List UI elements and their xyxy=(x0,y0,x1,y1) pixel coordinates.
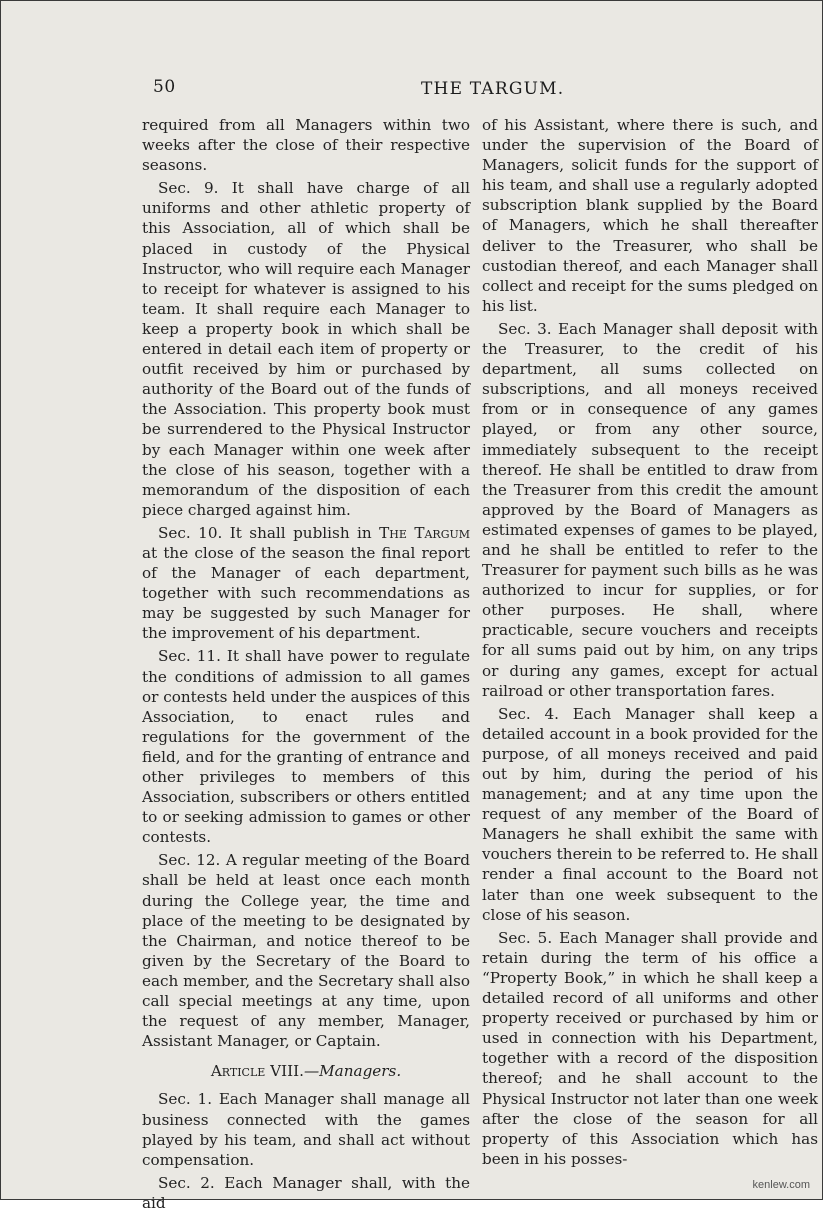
paragraph-text: at the close of the season the final report of the Manager of each department, together with such recommendations as may be suggested by such Manager for the improvement of his department. xyxy=(142,543,470,643)
paragraph-sec-1: Sec. 1. Each Manager shall manage all business connected with the games played by his team, and shall act without compensation. xyxy=(142,1090,470,1169)
publication-name: The Targum xyxy=(379,523,471,542)
watermark: kenlew.com xyxy=(752,1179,810,1191)
paragraph: of his Assistant, where there is such, and under the supervision of the Board of Managers, solicit funds for the support of his team, and shall use a regularly adopted subscription blank supplied by the Board of Managers, which he shall thereafter deliver to the Treasurer, who shall be custodian thereof, and each Manager shall collect and receipt for the sums pledged on his list. xyxy=(482,116,818,315)
paragraph: required from all Managers within two weeks after the close of their respective seasons. xyxy=(142,116,470,175)
paragraph-sec-9: Sec. 9. It shall have charge of all uniforms and other athletic property of this Association, all of which shall be placed in custody of the Physical Instructor, who will require each Manager to receipt for whatever is assigned to his team. It shall require each Manager to keep a property book in which shall be entered in detail each item of property or outfit received by him or purchased by authority of the Board out of the funds of the Association. This property book must be surrendered to the Physical Instructor by each Manager within one week after the close of his season, together with a memorandum of the disposition of each piece charged against him. xyxy=(142,179,470,519)
left-column xyxy=(142,115,470,1216)
running-title: THE TARGUM. xyxy=(421,79,565,99)
article-heading xyxy=(142,1061,470,1081)
paragraph-sec-12: Sec. 12. A regular meeting of the Board shall be held at least once each month during the College year, the time and place of the meeting to be designated by the Chairman, and notice thereof to be given by the Secretary of the Board to each member, and the Secretary shall also call special meetings at any time, upon the request of any member, Manager, Assistant Manager, or Captain. xyxy=(142,851,470,1051)
right-column xyxy=(482,115,818,1172)
paragraph-sec-5: Sec. 5. Each Manager shall provide and retain during the term of his office a “Property Book,” in which he shall keep a detailed record of all uniforms and other property received or purchased by him or used in connection with his Department, together with a record of the disposition thereof; and he shall account to the Physical Instructor not later than one week after the close of the season for all property of this Association which has been in his posses- xyxy=(482,928,818,1168)
paragraph-text: Sec. 10. It shall publish in xyxy=(158,523,372,542)
paragraph-sec-2: Sec. 2. Each Manager shall, with the aid xyxy=(142,1173,470,1212)
article-number: Article VIII. xyxy=(210,1062,304,1081)
paragraph-sec-4: Sec. 4. Each Manager shall keep a detailed account in a book provided for the purpose, of all moneys received and paid out by him, during the period of his management; and at any time upon the request of any member of the Board of Managers he shall exhibit the same with vouchers therein to be referred to. He shall render a final account to the Board not later than one week subsequent to the close of his season. xyxy=(482,704,818,924)
page-number: 50 xyxy=(153,77,176,97)
article-title: —Managers. xyxy=(303,1062,402,1081)
paragraph-sec-10 xyxy=(142,523,470,644)
paragraph-sec-11: Sec. 11. It shall have power to regulate the conditions of admission to all games or contests held under the auspices of this Association, to enact rules and regulations for the government of the field, and for the granting of entrance and other privileges to members of this Association, subscribers or others entitled to or seeking admission to games or other contests. xyxy=(142,647,470,847)
paragraph-sec-3: Sec. 3. Each Manager shall deposit with the Treasurer, to the credit of his department, all sums collected on subscriptions, and all moneys received from or in consequence of any games played, or from any other source, immediately subsequent to the receipt thereof. He shall be entitled to draw from the Treasurer from this credit the amount approved by the Board of Managers as estimated expenses of games to be played, and he shall be entitled to refer to the Treasurer for payment such bills as he was authorized to incur for supplies, or for other purposes. He shall, where practicable, secure vouchers and receipts for all sums paid out by him, on any trips or during any games, except for actual railroad or other transportation fares. xyxy=(482,319,818,700)
